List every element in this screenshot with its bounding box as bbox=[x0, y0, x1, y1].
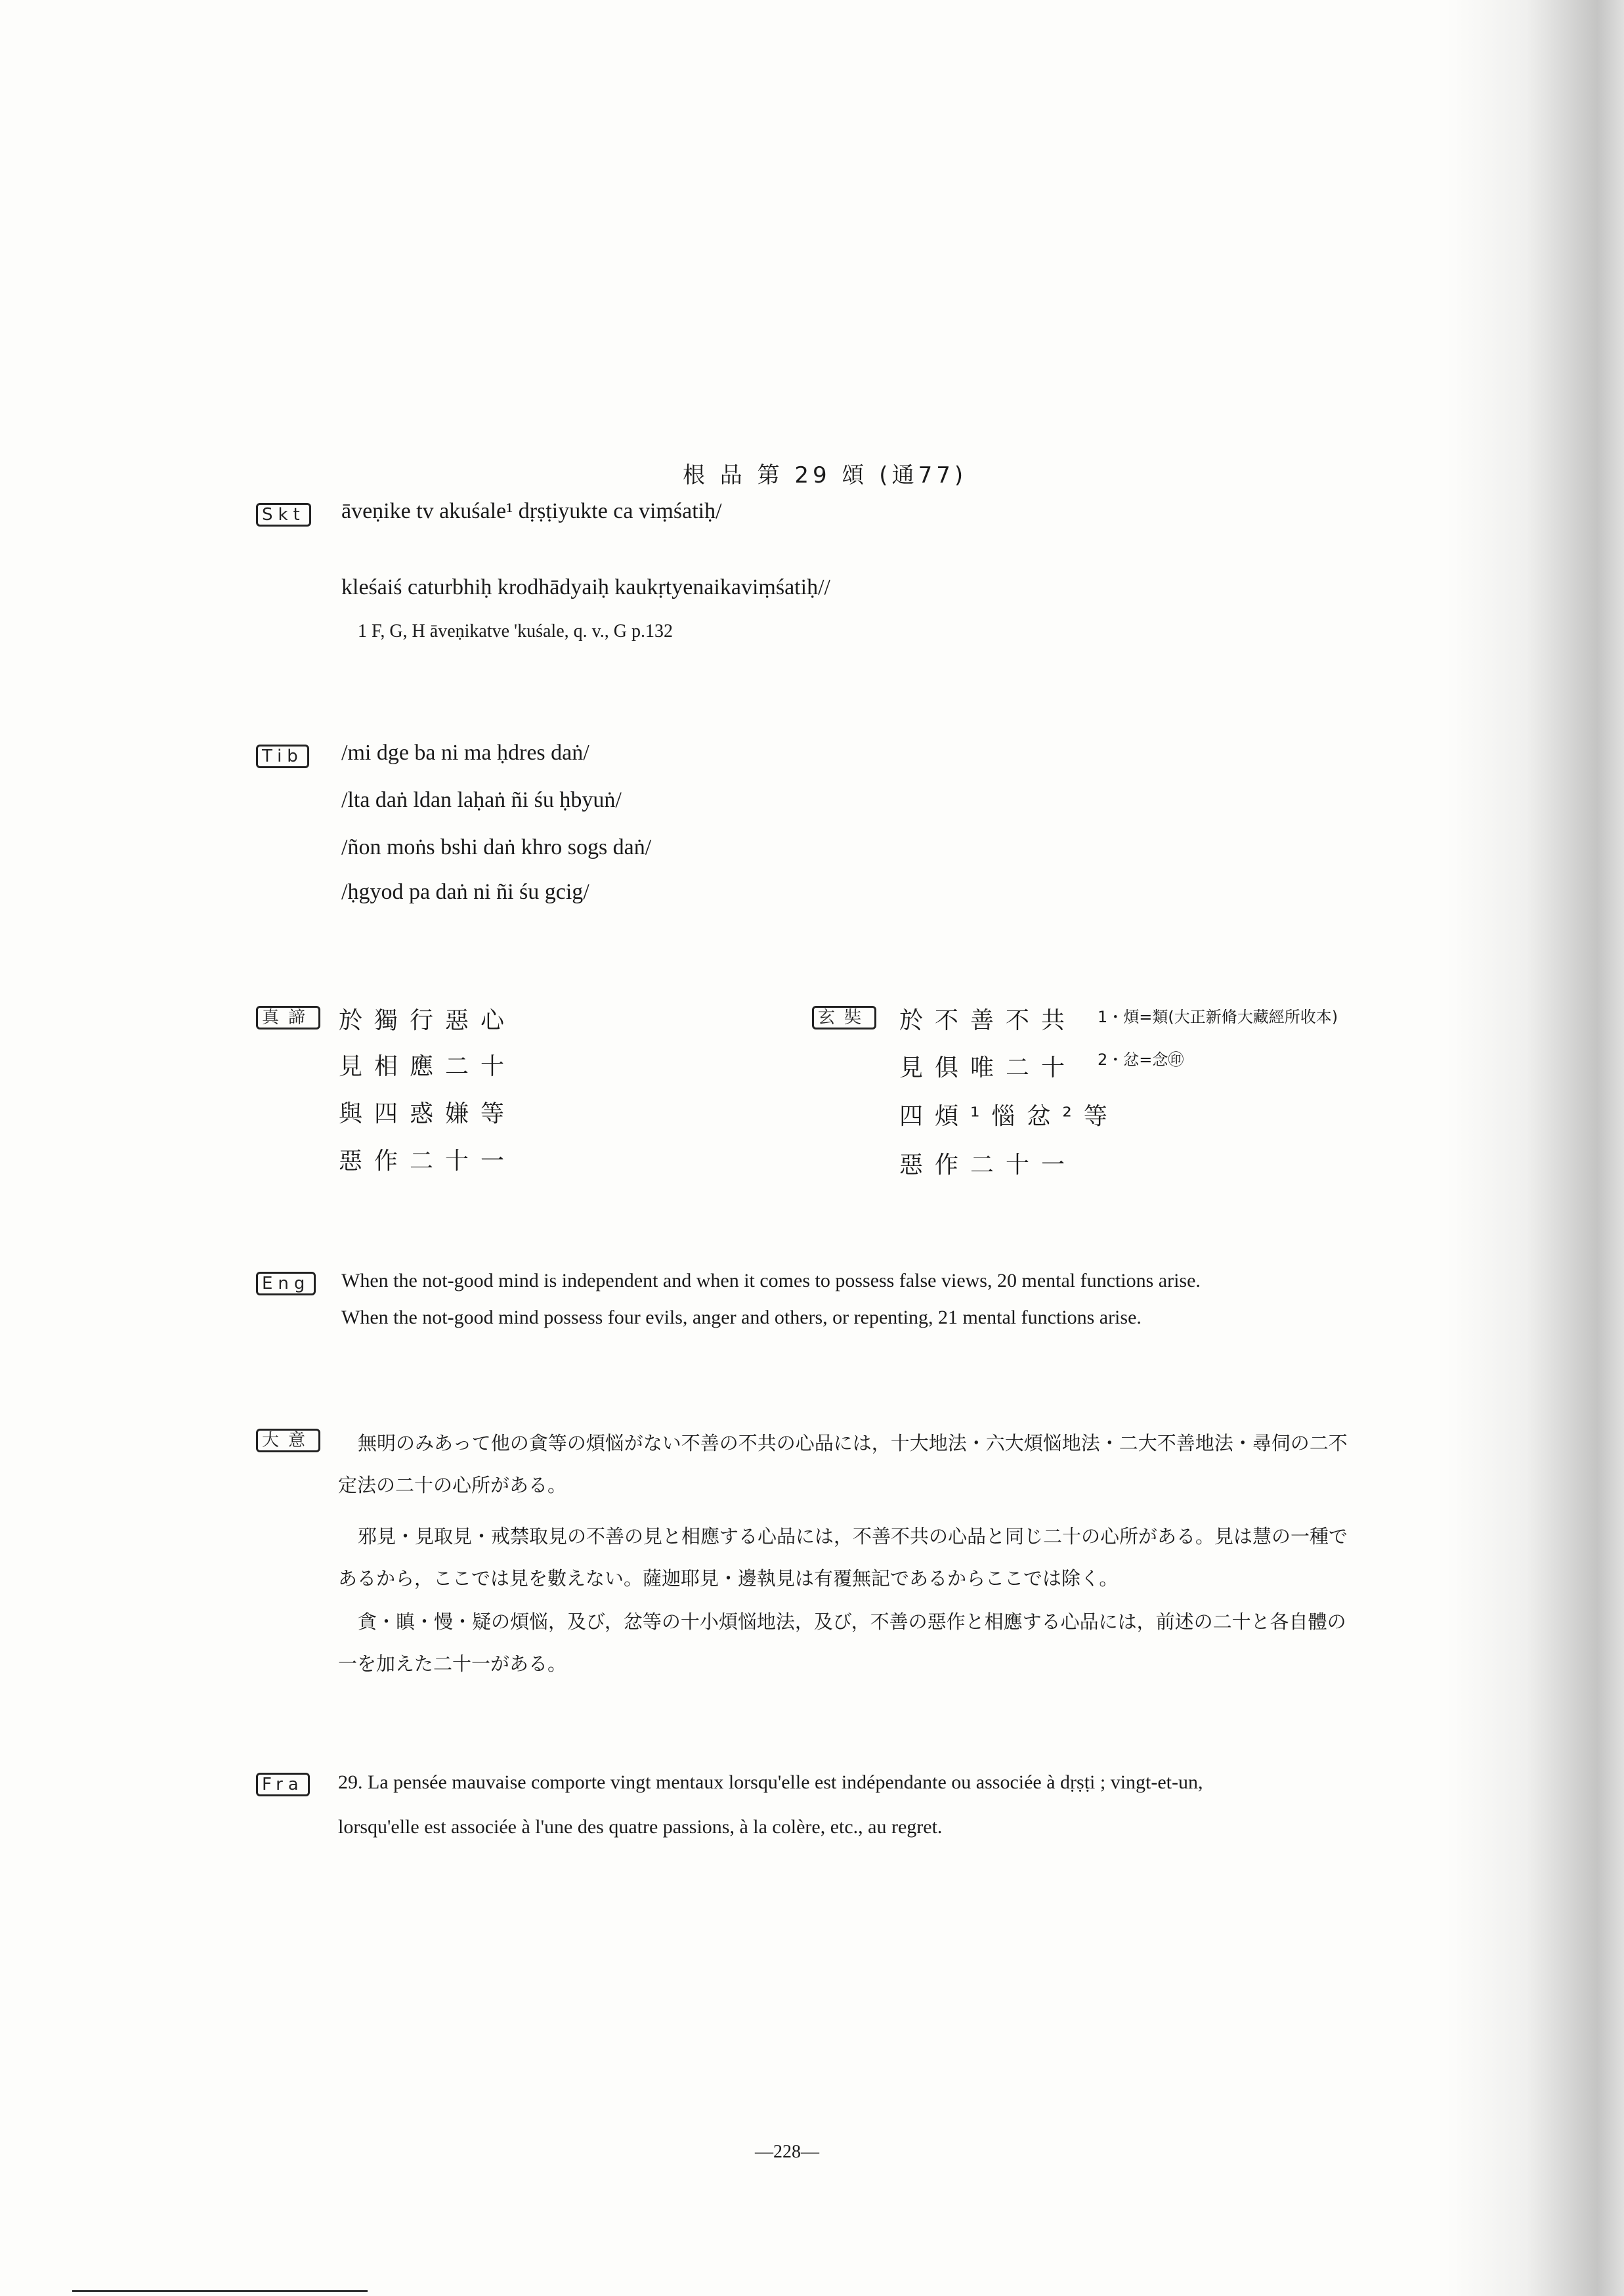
tib-line: /ñon moṅs bshi daṅ khro sogs daṅ/ bbox=[341, 835, 652, 859]
label-summary: 大意 bbox=[256, 1429, 320, 1452]
summary-line: 無明のみあって他の貪等の煩悩がない不善の不共の心品には，十大地法・六大煩悩地法・二大不善地法・尋伺の二不 bbox=[358, 1432, 1348, 1454]
paramartha-line: 見相應二十 bbox=[339, 1053, 517, 1080]
label-fra: Fra bbox=[256, 1773, 310, 1796]
page-number: —228— bbox=[755, 2142, 819, 2162]
tib-line: /lta daṅ ldan laḥaṅ ñi śu ḥbyuṅ/ bbox=[341, 788, 622, 812]
summary-line: 定法の二十の心所がある。 bbox=[338, 1474, 567, 1496]
skt-line-2: kleśaiś caturbhiḥ krodhādyaiḥ kaukṛtyenaikaviṃśatiḥ// bbox=[341, 575, 830, 599]
label-xuanzang: 玄奘 bbox=[812, 1006, 876, 1029]
xuanzang-line: 四煩¹惱忿²等 bbox=[899, 1103, 1119, 1130]
tib-line: /mi dge ba ni ma ḥdres daṅ/ bbox=[341, 741, 589, 765]
eng-line: When the not-good mind is independent and when it comes to possess false views, 20 mental functions arise. bbox=[341, 1270, 1201, 1291]
summary-line: 邪見・見取見・戒禁取見の不善の見と相應する心品には，不善不共の心品と同じ二十の心所がある。見は慧の一種で bbox=[358, 1525, 1348, 1548]
xuanzang-line: 於不善不共 bbox=[899, 1007, 1077, 1034]
summary-line: 一を加えた二十一がある。 bbox=[338, 1653, 567, 1675]
tib-line: /ḥgyod pa daṅ ni ñi śu gcig/ bbox=[341, 880, 589, 904]
scan-edge-shadow bbox=[1447, 0, 1624, 2296]
xuanzang-note-2: 2・忿=念㊞ bbox=[1098, 1051, 1184, 1069]
summary-line: 貪・瞋・慢・疑の煩悩，及び，忿等の十小煩悩地法，及び，不善の惡作と相應する心品には，前述の二十と各自體の bbox=[358, 1611, 1346, 1633]
xuanzang-note-1: 1・煩=類(大正新脩大藏經所收本) bbox=[1098, 1008, 1338, 1026]
fra-line: 29. La pensée mauvaise comporte vingt mentaux lorsqu'elle est indépendante ou associée à dṛṣṭi ; vingt-et-un, bbox=[338, 1771, 1203, 1793]
paramartha-line: 惡作二十一 bbox=[339, 1148, 517, 1175]
footer-rule bbox=[72, 2290, 368, 2292]
label-eng: Eng bbox=[256, 1272, 316, 1295]
xuanzang-line: 見俱唯二十 bbox=[899, 1054, 1077, 1081]
summary-line: あるから，ここでは見を數えない。薩迦耶見・邊執見は有覆無記であるからここでは除く。 bbox=[338, 1567, 1119, 1590]
skt-footnote: 1 F, G, H āveṇikatve 'kuśale, q. v., G p.132 bbox=[358, 621, 673, 641]
eng-line: When the not-good mind possess four evils, anger and others, or repenting, 21 mental functions arise. bbox=[341, 1307, 1142, 1328]
skt-line-1: āveṇike tv akuśale¹ dṛṣṭiyukte ca viṃśatiḥ/ bbox=[341, 499, 722, 523]
page-heading: 根 品 第 29 頌 (通77) bbox=[683, 462, 968, 488]
fra-line: lorsqu'elle est associée à l'une des quatre passions, à la colère, etc., au regret. bbox=[338, 1816, 943, 1838]
label-skt: Skt bbox=[256, 503, 311, 527]
xuanzang-line: 惡作二十一 bbox=[899, 1152, 1077, 1179]
paramartha-line: 於獨行惡心 bbox=[339, 1007, 517, 1034]
label-tib: Tib bbox=[256, 745, 309, 768]
label-paramartha: 真諦 bbox=[256, 1006, 320, 1029]
paramartha-line: 與四惑嫌等 bbox=[339, 1100, 517, 1127]
